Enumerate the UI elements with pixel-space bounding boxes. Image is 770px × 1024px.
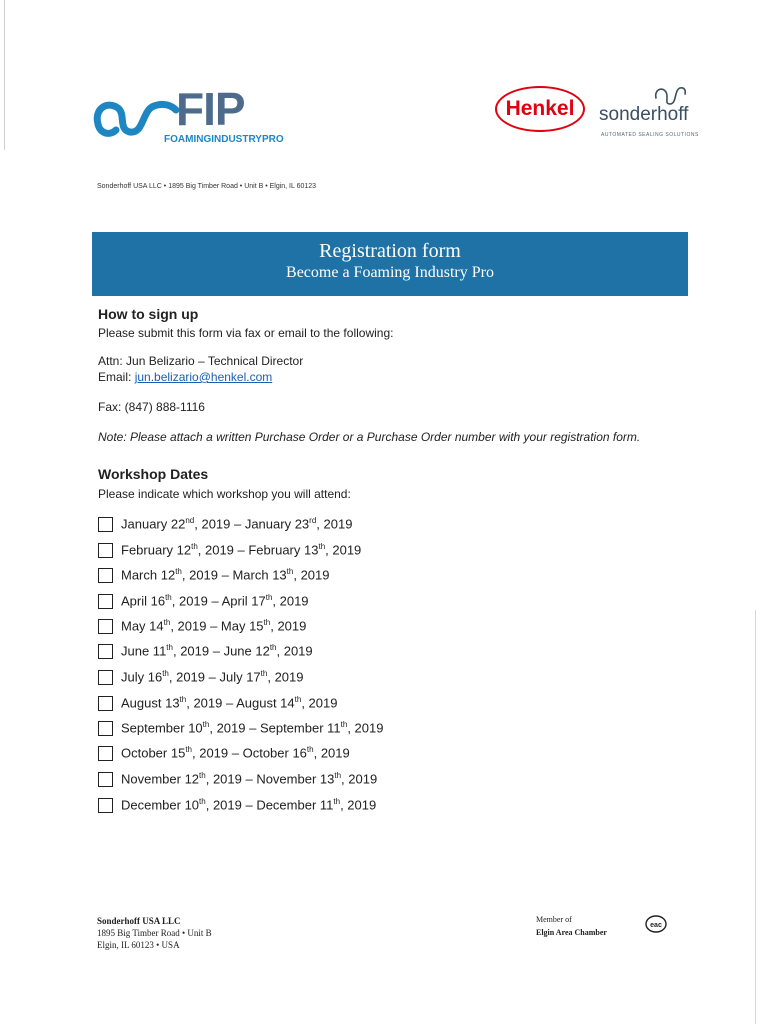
date-text: October 15 <box>121 745 186 761</box>
date-text: , 2019 <box>316 516 353 532</box>
ordinal-suffix: th <box>286 567 294 577</box>
date-text: August 13 <box>121 695 180 711</box>
date-text: , 2019 <box>347 720 384 736</box>
workshop-checkbox[interactable] <box>98 517 113 532</box>
signup-email-line <box>98 370 272 384</box>
workshop-option-label <box>121 720 383 735</box>
signup-instruction: Please submit this form via fax or email to the following: <box>98 326 394 340</box>
workshops-instruction: Please indicate which workshop you will attend: <box>98 487 351 501</box>
date-text: , 2019 – July 17 <box>168 669 261 685</box>
date-text: , 2019 – June 12 <box>172 643 270 659</box>
workshop-option-label <box>121 542 361 557</box>
ordinal-suffix: th <box>334 771 342 781</box>
workshop-option[interactable] <box>98 795 376 815</box>
date-text: , 2019 <box>272 593 309 609</box>
workshop-checkbox[interactable] <box>98 696 113 711</box>
chamber-name: Elgin Area Chamber <box>536 928 607 937</box>
ordinal-suffix: th <box>191 542 198 552</box>
chamber-logo-text: eac <box>650 922 662 929</box>
ordinal-suffix: th <box>185 745 192 755</box>
ordinal-suffix: th <box>294 695 302 705</box>
signup-fax: Fax: (847) 888-1116 <box>98 400 205 414</box>
date-text: , 2019 <box>313 745 350 761</box>
ordinal-suffix: th <box>199 797 206 807</box>
scan-edge-left <box>4 0 5 150</box>
workshop-checkbox[interactable] <box>98 619 113 634</box>
workshop-option[interactable] <box>98 514 352 534</box>
form-title: Registration form <box>319 240 461 262</box>
ordinal-suffix: th <box>340 720 348 730</box>
date-text: , 2019 – October 16 <box>192 745 307 761</box>
ordinal-suffix: nd <box>185 516 195 526</box>
date-text: , 2019 – May 15 <box>170 618 264 634</box>
workshop-checkbox[interactable] <box>98 746 113 761</box>
workshop-option[interactable] <box>98 743 350 763</box>
workshop-option-label <box>121 695 337 710</box>
date-text: September 10 <box>121 720 203 736</box>
date-text: February 12 <box>121 542 192 558</box>
workshop-checkbox[interactable] <box>98 543 113 558</box>
workshop-option[interactable] <box>98 565 330 585</box>
ordinal-suffix: th <box>306 745 314 755</box>
date-text: May 14 <box>121 618 164 634</box>
workshop-option-label <box>121 516 352 531</box>
scan-edge-right <box>755 610 756 1024</box>
ordinal-suffix: th <box>162 669 169 679</box>
date-text: , 2019 – January 23 <box>194 516 310 532</box>
date-text: , 2019 – March 13 <box>181 567 287 583</box>
date-text: , 2019 <box>270 618 307 634</box>
date-text: , 2019 <box>341 771 378 787</box>
workshop-checkbox[interactable] <box>98 721 113 736</box>
ordinal-suffix: th <box>260 669 268 679</box>
sonderhoff-logo <box>596 82 699 144</box>
date-text: , 2019 <box>267 669 304 685</box>
workshop-option[interactable] <box>98 540 361 560</box>
form-subtitle: Become a Foaming Industry Pro <box>286 264 494 281</box>
date-text: June 11 <box>121 643 167 659</box>
ordinal-suffix: rd <box>309 516 317 526</box>
workshop-checkbox[interactable] <box>98 594 113 609</box>
date-text: , 2019 – April 17 <box>171 593 266 609</box>
footer-address-1: 1895 Big Timber Road • Unit B <box>97 928 212 938</box>
sonderhoff-wordmark: sonderhoff <box>599 104 689 125</box>
signup-attn: Attn: Jun Belizario – Technical Director <box>98 354 304 368</box>
fip-wordmark: FIP <box>176 83 245 135</box>
date-text: , 2019 <box>301 695 338 711</box>
ordinal-suffix: th <box>179 695 187 705</box>
ordinal-suffix: th <box>165 593 172 603</box>
workshop-option-label <box>121 745 350 760</box>
workshop-option[interactable] <box>98 641 313 661</box>
fip-logo <box>92 80 284 152</box>
workshop-option[interactable] <box>98 693 337 713</box>
workshop-option-label <box>121 797 376 812</box>
chamber-logo-icon <box>644 914 668 934</box>
footer-address-2: Elgin, IL 60123 • USA <box>97 940 180 950</box>
signup-note: Note: Please attach a written Purchase Order or a Purchase Order number with your registration form. <box>98 430 641 444</box>
workshops-heading: Workshop Dates <box>98 466 209 482</box>
date-text: , 2019 <box>276 643 313 659</box>
ordinal-suffix: th <box>175 567 182 577</box>
ordinal-suffix: th <box>166 643 173 653</box>
workshop-option-label <box>121 771 377 786</box>
date-text: , 2019 <box>293 567 330 583</box>
ordinal-suffix: th <box>318 542 326 552</box>
date-text: November 12 <box>121 771 200 787</box>
sonderhoff-tagline: AUTOMATED SEALING SOLUTIONS <box>601 132 699 138</box>
workshop-option-label <box>121 567 330 582</box>
date-text: July 16 <box>121 669 163 685</box>
workshop-option-label <box>121 643 313 658</box>
ordinal-suffix: th <box>333 797 341 807</box>
ordinal-suffix: th <box>202 720 210 730</box>
ordinal-suffix: th <box>199 771 206 781</box>
workshop-option[interactable] <box>98 769 377 789</box>
workshop-option[interactable] <box>98 591 309 611</box>
workshop-option[interactable] <box>98 616 306 636</box>
signup-heading: How to sign up <box>98 306 199 322</box>
date-text: , 2019 – February 13 <box>197 542 319 558</box>
workshop-checkbox[interactable] <box>98 798 113 813</box>
workshop-option-label <box>121 618 306 633</box>
date-text: January 22 <box>121 516 186 532</box>
workshop-checkbox[interactable] <box>98 772 113 787</box>
email-label: Email: <box>98 370 132 384</box>
email-link[interactable]: jun.belizario@henkel.com <box>134 370 273 384</box>
workshop-checkbox[interactable] <box>98 670 113 685</box>
member-of-label: Member of <box>536 915 572 924</box>
date-text: , 2019 – November 13 <box>205 771 335 787</box>
ordinal-suffix: th <box>265 593 273 603</box>
date-text: March 12 <box>121 567 176 583</box>
date-text: , 2019 <box>325 542 362 558</box>
date-text: April 16 <box>121 593 166 609</box>
henkel-logo <box>495 86 589 136</box>
workshop-option[interactable] <box>98 667 304 687</box>
date-text: , 2019 <box>340 797 377 813</box>
workshop-checkbox[interactable] <box>98 568 113 583</box>
fip-subtitle: FOAMINGINDUSTRYPRO <box>164 134 284 145</box>
ordinal-suffix: th <box>269 643 277 653</box>
date-text: , 2019 – August 14 <box>186 695 295 711</box>
date-text: , 2019 – December 11 <box>205 797 334 813</box>
footer-company: Sonderhoff USA LLC <box>97 916 181 926</box>
workshop-option[interactable] <box>98 718 383 738</box>
date-text: , 2019 – September 11 <box>209 720 341 736</box>
title-banner <box>92 232 688 296</box>
header-address: Sonderhoff USA LLC • 1895 Big Timber Road • Unit B • Elgin, IL 60123 <box>97 183 317 190</box>
workshop-option-label <box>121 593 309 608</box>
workshop-option-label <box>121 669 304 684</box>
ordinal-suffix: th <box>163 618 171 628</box>
date-text: December 10 <box>121 797 200 813</box>
ordinal-suffix: th <box>263 618 271 628</box>
workshop-checkbox[interactable] <box>98 644 113 659</box>
henkel-wordmark: Henkel <box>505 97 575 120</box>
